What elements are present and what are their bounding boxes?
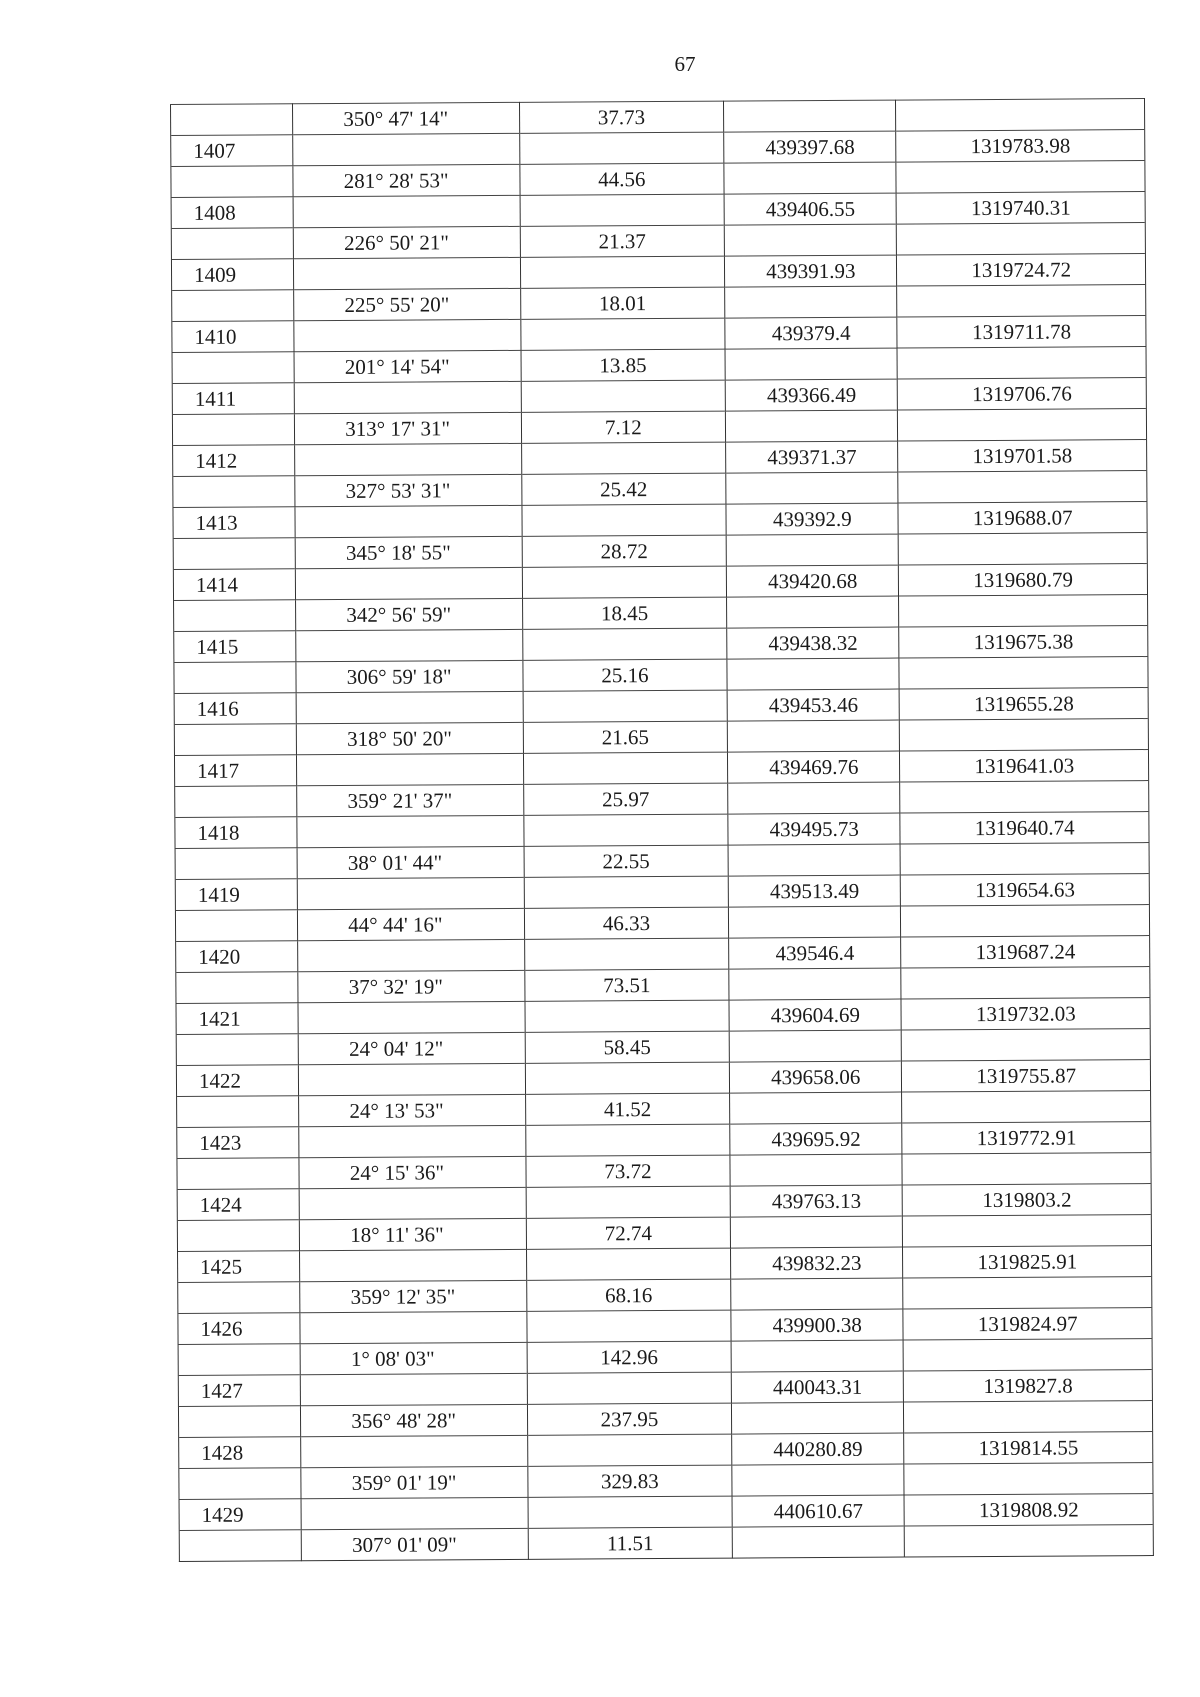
bearing-cell [297,815,524,847]
distance-cell [525,1000,730,1032]
y-coordinate-cell [901,967,1150,1000]
distance-cell [527,1434,732,1466]
distance-cell: 73.51 [525,969,730,1001]
bearing-cell [293,133,520,165]
point-id-cell [172,352,294,384]
x-coordinate-cell: 440043.31 [731,1371,904,1403]
x-coordinate-cell [732,1526,905,1558]
x-coordinate-cell: 439495.73 [728,813,901,845]
y-coordinate-cell: 1319740.31 [897,192,1146,225]
segment-row [179,1525,1153,1562]
point-id-cell: 1413 [173,507,295,539]
distance-cell [521,442,726,474]
distance-cell: 37.73 [519,101,724,133]
point-id-cell [178,1282,300,1314]
x-coordinate-cell: 439763.13 [730,1185,903,1217]
distance-cell: 237.95 [527,1403,732,1435]
point-id-cell: 1407 [171,135,293,167]
distance-cell [524,814,729,846]
distance-cell: 21.37 [520,225,725,257]
x-coordinate-cell [729,968,902,1000]
distance-cell [527,1372,732,1404]
point-id-cell [174,662,296,694]
bearing-cell [295,443,522,475]
bearing-cell: 24° 15' 36" [299,1156,526,1188]
distance-cell [519,132,724,164]
y-coordinate-cell: 1319701.58 [898,440,1147,473]
x-coordinate-cell [728,782,901,814]
point-id-cell: 1429 [179,1499,301,1531]
distance-cell: 18.01 [520,287,725,319]
x-coordinate-cell [726,534,899,566]
x-coordinate-cell: 439658.06 [729,1061,902,1093]
y-coordinate-cell [904,1463,1153,1496]
y-coordinate-cell: 1319825.91 [903,1246,1152,1279]
bearing-cell: 356° 48' 28" [301,1404,528,1436]
distance-cell [520,256,725,288]
x-coordinate-cell [727,720,900,752]
distance-cell: 13.85 [521,349,726,381]
x-coordinate-cell [724,224,897,256]
bearing-cell [298,1001,525,1033]
bearing-cell: 44° 44' 16" [298,908,525,940]
bearing-cell: 359° 21' 37" [297,784,524,816]
y-coordinate-cell: 1319827.8 [904,1370,1153,1403]
distance-cell: 22.55 [524,845,729,877]
y-coordinate-cell [896,99,1145,132]
point-id-cell [174,724,296,756]
x-coordinate-cell [727,658,900,690]
point-id-cell: 1410 [172,321,294,353]
distance-cell: 44.56 [520,163,725,195]
bearing-cell: 306° 59' 18" [296,660,523,692]
x-coordinate-cell [725,348,898,380]
y-coordinate-cell [900,781,1149,814]
y-coordinate-cell: 1319803.2 [903,1184,1152,1217]
y-coordinate-cell [902,1091,1151,1124]
x-coordinate-cell: 439453.46 [727,689,900,721]
x-coordinate-cell [731,1340,904,1372]
point-id-cell [177,1158,299,1190]
point-id-cell: 1419 [175,879,297,911]
y-coordinate-cell: 1319641.03 [900,750,1149,783]
bearing-cell: 342° 56' 59" [296,598,523,630]
y-coordinate-cell [901,905,1150,938]
distance-cell: 18.45 [522,597,727,629]
bearing-cell: 313° 17' 31" [295,412,522,444]
x-coordinate-cell: 439546.4 [729,937,902,969]
y-coordinate-cell: 1319755.87 [902,1060,1151,1093]
bearing-cell [294,319,521,351]
point-id-cell [177,1220,299,1252]
point-id-cell [172,414,294,446]
distance-cell: 28.72 [522,535,727,567]
bearing-cell: 201° 14' 54" [294,350,521,382]
x-coordinate-cell [729,906,902,938]
bearing-cell [297,877,524,909]
point-id-cell: 1411 [172,383,294,415]
bearing-cell [296,691,523,723]
distance-cell: 58.45 [525,1031,730,1063]
point-id-cell [173,476,295,508]
y-coordinate-cell [903,1215,1152,1248]
bearing-cell: 281° 28' 53" [293,164,520,196]
bearing-cell: 318° 50' 20" [297,722,524,754]
bearing-cell [293,195,520,227]
x-coordinate-cell: 439604.69 [729,999,902,1031]
distance-cell [523,690,728,722]
y-coordinate-cell: 1319687.24 [901,936,1150,969]
distance-cell: 72.74 [526,1217,731,1249]
y-coordinate-cell [904,1401,1153,1434]
point-row [176,998,1150,1035]
bearing-cell [294,257,521,289]
bearing-cell: 24° 04' 12" [298,1032,525,1064]
x-coordinate-cell: 439438.32 [727,627,900,659]
y-coordinate-cell: 1319675.38 [899,626,1148,659]
x-coordinate-cell [730,1092,903,1124]
distance-cell: 41.52 [525,1093,730,1125]
x-coordinate-cell: 439406.55 [724,193,897,225]
distance-cell: 25.97 [523,783,728,815]
y-coordinate-cell: 1319655.28 [900,688,1149,721]
bearing-cell: 38° 01' 44" [297,846,524,878]
distance-cell: 7.12 [521,411,726,443]
y-coordinate-cell: 1319783.98 [896,130,1145,163]
distance-cell [522,504,727,536]
distance-cell [524,938,729,970]
bearing-cell: 37° 32' 19" [298,970,525,1002]
point-id-cell: 1409 [171,259,293,291]
x-coordinate-cell [725,410,898,442]
point-id-cell: 1425 [178,1251,300,1283]
x-coordinate-cell: 439900.38 [731,1309,904,1341]
point-id-cell: 1412 [173,445,295,477]
y-coordinate-cell [902,1153,1151,1186]
point-id-cell [179,1468,301,1500]
distance-cell [526,1248,731,1280]
point-id-cell [171,228,293,260]
bearing-cell [300,1249,527,1281]
bearing-cell: 24° 13' 53" [299,1094,526,1126]
y-coordinate-cell: 1319640.74 [900,812,1149,845]
bearing-cell [299,1187,526,1219]
point-id-cell [178,1344,300,1376]
bearing-cell: 327° 53' 31" [295,474,522,506]
bearing-cell [299,1063,526,1095]
bearing-cell [299,1125,526,1157]
x-coordinate-cell [729,1030,902,1062]
point-id-cell: 1426 [178,1313,300,1345]
x-coordinate-cell: 439379.4 [725,317,898,349]
distance-cell [525,1062,730,1094]
point-id-cell [173,538,295,570]
y-coordinate-cell: 1319732.03 [901,998,1150,1031]
x-coordinate-cell: 439420.68 [726,565,899,597]
bearing-cell [295,505,522,537]
x-coordinate-cell [732,1464,905,1496]
y-coordinate-cell [902,1029,1151,1062]
x-coordinate-cell [731,1278,904,1310]
x-coordinate-cell: 440610.67 [732,1495,905,1527]
table-body [171,99,1154,1562]
y-coordinate-cell [898,409,1147,442]
x-coordinate-cell [730,1216,903,1248]
distance-cell: 21.65 [523,721,728,753]
point-id-cell: 1420 [176,941,298,973]
y-coordinate-cell [899,595,1148,628]
y-coordinate-cell: 1319680.79 [899,564,1148,597]
point-row [171,192,1145,229]
point-id-cell: 1423 [177,1127,299,1159]
x-coordinate-cell [724,162,897,194]
x-coordinate-cell [728,844,901,876]
point-id-cell [176,1034,298,1066]
point-id-cell [175,786,297,818]
distance-cell: 73.72 [526,1155,731,1187]
y-coordinate-cell: 1319724.72 [897,254,1146,287]
y-coordinate-cell [903,1277,1152,1310]
bearing-cell: 1° 08' 03" [300,1342,527,1374]
y-coordinate-cell [900,719,1149,752]
y-coordinate-cell [905,1525,1154,1558]
bearing-cell: 226° 50' 21" [294,226,521,258]
point-id-cell: 1414 [173,569,295,601]
bearing-cell [294,381,521,413]
x-coordinate-cell: 439391.93 [725,255,898,287]
y-coordinate-cell: 1319814.55 [904,1432,1153,1465]
x-coordinate-cell: 439366.49 [725,379,898,411]
point-id-cell [172,290,294,322]
point-id-cell: 1424 [177,1189,299,1221]
y-coordinate-cell [897,285,1146,318]
point-id-cell: 1417 [174,755,296,787]
bearing-cell [300,1311,527,1343]
bearing-cell [298,939,525,971]
distance-cell [522,628,727,660]
bearing-cell: 307° 01' 09" [301,1528,528,1560]
y-coordinate-cell: 1319824.97 [903,1308,1152,1341]
point-id-cell [171,104,293,136]
y-coordinate-cell: 1319706.76 [898,378,1147,411]
bearing-cell: 359° 01' 19" [301,1466,528,1498]
distance-cell: 25.42 [521,473,726,505]
x-coordinate-cell: 439392.9 [726,503,899,535]
point-id-cell: 1418 [175,817,297,849]
distance-cell [524,876,729,908]
x-coordinate-cell [732,1402,905,1434]
y-coordinate-cell: 1319711.78 [897,316,1146,349]
distance-cell [525,1124,730,1156]
point-id-cell [176,972,298,1004]
page-number: 67 [674,52,696,76]
bearing-cell: 359° 12' 35" [300,1280,527,1312]
y-coordinate-cell [897,347,1146,380]
distance-cell [521,380,726,412]
distance-cell [528,1496,733,1528]
y-coordinate-cell: 1319654.63 [901,874,1150,907]
point-id-cell [171,166,293,198]
y-coordinate-cell [900,843,1149,876]
x-coordinate-cell: 439397.68 [724,131,897,163]
bearing-cell [301,1373,528,1405]
x-coordinate-cell: 440280.89 [732,1433,905,1465]
distance-cell: 142.96 [527,1341,732,1373]
point-id-cell [179,1530,301,1562]
y-coordinate-cell [896,161,1145,194]
distance-cell [521,318,726,350]
distance-cell [527,1310,732,1342]
y-coordinate-cell: 1319772.91 [902,1122,1151,1155]
x-coordinate-cell [726,472,899,504]
bearing-cell: 225° 55' 20" [294,288,521,320]
point-id-cell [177,1096,299,1128]
distance-cell: 11.51 [528,1527,733,1559]
point-id-cell: 1422 [176,1065,298,1097]
distance-cell [526,1186,731,1218]
distance-cell: 329.83 [528,1465,733,1497]
y-coordinate-cell [904,1339,1153,1372]
x-coordinate-cell: 439371.37 [726,441,899,473]
x-coordinate-cell: 439695.92 [730,1123,903,1155]
point-id-cell [175,848,297,880]
bearing-cell [301,1435,528,1467]
y-coordinate-cell [898,471,1147,504]
distance-cell: 68.16 [526,1279,731,1311]
point-id-cell: 1421 [176,1003,298,1035]
coordinates-table [170,98,1154,1562]
point-id-cell [178,1406,300,1438]
distance-cell: 46.33 [524,907,729,939]
point-id-cell: 1415 [174,631,296,663]
x-coordinate-cell: 439832.23 [731,1247,904,1279]
x-coordinate-cell: 439513.49 [728,875,901,907]
x-coordinate-cell [730,1154,903,1186]
point-id-cell: 1428 [179,1437,301,1469]
bearing-cell [297,753,524,785]
distance-cell [520,194,725,226]
bearing-cell [296,567,523,599]
distance-cell [523,752,728,784]
y-coordinate-cell [899,533,1148,566]
y-coordinate-cell [899,657,1148,690]
point-id-cell [175,910,297,942]
x-coordinate-cell [724,100,897,132]
point-id-cell [174,600,296,632]
y-coordinate-cell: 1319808.92 [904,1494,1153,1527]
bearing-cell: 350° 47' 14" [293,102,520,134]
point-id-cell: 1427 [178,1375,300,1407]
point-id-cell: 1416 [174,693,296,725]
point-id-cell: 1408 [171,197,293,229]
bearing-cell: 345° 18' 55" [295,536,522,568]
y-coordinate-cell: 1319688.07 [898,502,1147,535]
x-coordinate-cell: 439469.76 [728,751,901,783]
bearing-cell: 18° 11' 36" [300,1218,527,1250]
distance-cell [522,566,727,598]
bearing-cell [301,1497,528,1529]
x-coordinate-cell [727,596,900,628]
bearing-cell [296,629,523,661]
distance-cell: 25.16 [523,659,728,691]
x-coordinate-cell [725,286,898,318]
y-coordinate-cell [897,223,1146,256]
